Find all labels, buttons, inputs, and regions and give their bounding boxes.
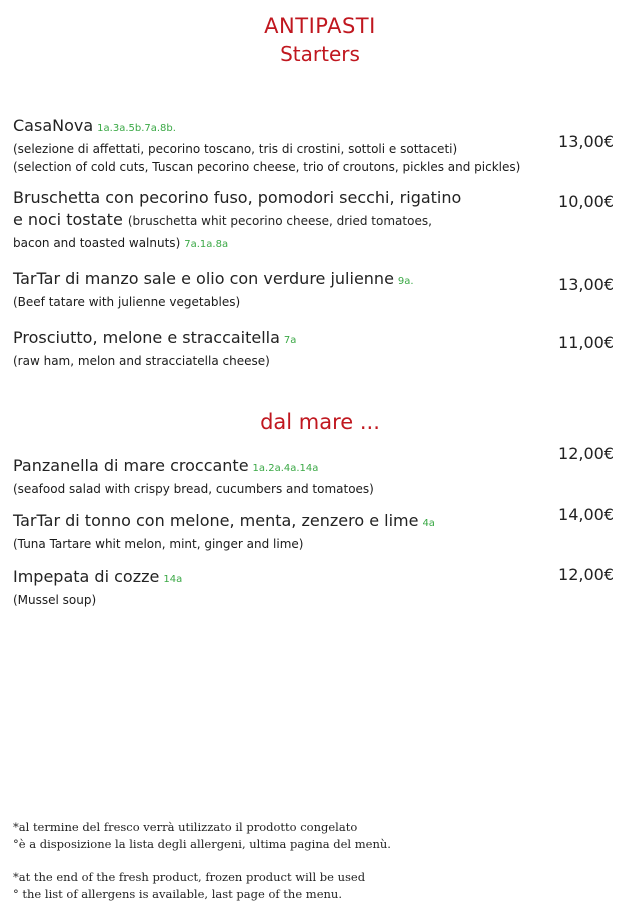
- section-title-dal-mare: dal mare ...: [260, 410, 380, 434]
- footnote-allergens-en: ° the list of allergens is available, last page of the menu.: [13, 887, 342, 901]
- footnotes-italian: [13, 819, 391, 853]
- item-name-cont: e noci tostate: [13, 210, 123, 229]
- item-name: TarTar di manzo sale e olio con verdure julienne: [13, 269, 394, 288]
- item-price: 12,00€: [558, 565, 614, 584]
- item-name: Impepata di cozze: [13, 567, 160, 586]
- menu-item-tartar-manzo: [13, 268, 613, 311]
- item-name: Bruschetta con pecorino fuso, pomodori secchi, rigatino: [13, 188, 462, 207]
- menu-item-panzanella: [13, 455, 613, 498]
- item-name: Prosciutto, melone e straccaitella: [13, 328, 280, 347]
- item-price: 11,00€: [558, 333, 614, 352]
- footnotes-english: [13, 869, 365, 903]
- item-description-en: (Tuna Tartare whit melon, mint, ginger and lime): [13, 537, 304, 551]
- item-description-en: (Beef tatare with julienne vegetables): [13, 295, 241, 309]
- item-description-en: (selection of cold cuts, Tuscan pecorino cheese, trio of croutons, pickles and pickles): [13, 160, 521, 174]
- item-description-en: (bruschetta whit pecorino cheese, dried tomatoes,: [127, 214, 432, 228]
- footnote-frozen-it: *al termine del fresco verrà utilizzato il prodotto congelato: [13, 820, 358, 834]
- menu-item-casanova: [13, 115, 613, 176]
- item-description-en: (raw ham, melon and stracciatella cheese): [13, 354, 270, 368]
- menu-item-impepata: [13, 566, 613, 609]
- menu-item-tartar-tonno: [13, 510, 613, 553]
- allergen-codes: 7a: [283, 335, 297, 346]
- item-price: 10,00€: [558, 192, 614, 211]
- item-price: 13,00€: [558, 132, 614, 151]
- item-description-en-cont: bacon and toasted walnuts): [13, 236, 181, 250]
- allergen-codes: 1a.2a.4a.14a: [252, 463, 319, 474]
- allergen-codes: 7a.1a.8a: [184, 239, 229, 250]
- item-price: 14,00€: [558, 505, 614, 524]
- allergen-codes: 4a: [422, 518, 435, 529]
- item-name: Panzanella di mare croccante: [13, 456, 249, 475]
- footnote-frozen-en: *at the end of the fresh product, frozen product will be used: [13, 870, 366, 884]
- section-subtitle-starters: Starters: [280, 42, 360, 66]
- menu-item-prosciutto: [13, 327, 613, 370]
- allergen-codes: 9a.: [397, 276, 414, 287]
- section-title-antipasti: ANTIPASTI: [264, 14, 376, 38]
- footnote-allergens-it: °è a disposizione la lista degli allergeni, ultima pagina del menù.: [13, 837, 391, 851]
- allergen-codes: 14a: [163, 574, 183, 585]
- item-description-en: (Mussel soup): [13, 593, 97, 607]
- item-price: 12,00€: [558, 444, 614, 463]
- allergen-codes: 1a.3a.5b.7a.8b.: [97, 123, 176, 134]
- item-name: TarTar di tonno con melone, menta, zenzero e lime: [13, 511, 419, 530]
- item-price: 13,00€: [558, 275, 614, 294]
- item-description-it: (selezione di affettati, pecorino toscano, tris di crostini, sottoli e sottaceti): [13, 142, 458, 156]
- menu-item-bruschetta: [13, 187, 613, 256]
- item-description-en: (seafood salad with crispy bread, cucumbers and tomatoes): [13, 482, 374, 496]
- item-name: CasaNova: [13, 116, 94, 135]
